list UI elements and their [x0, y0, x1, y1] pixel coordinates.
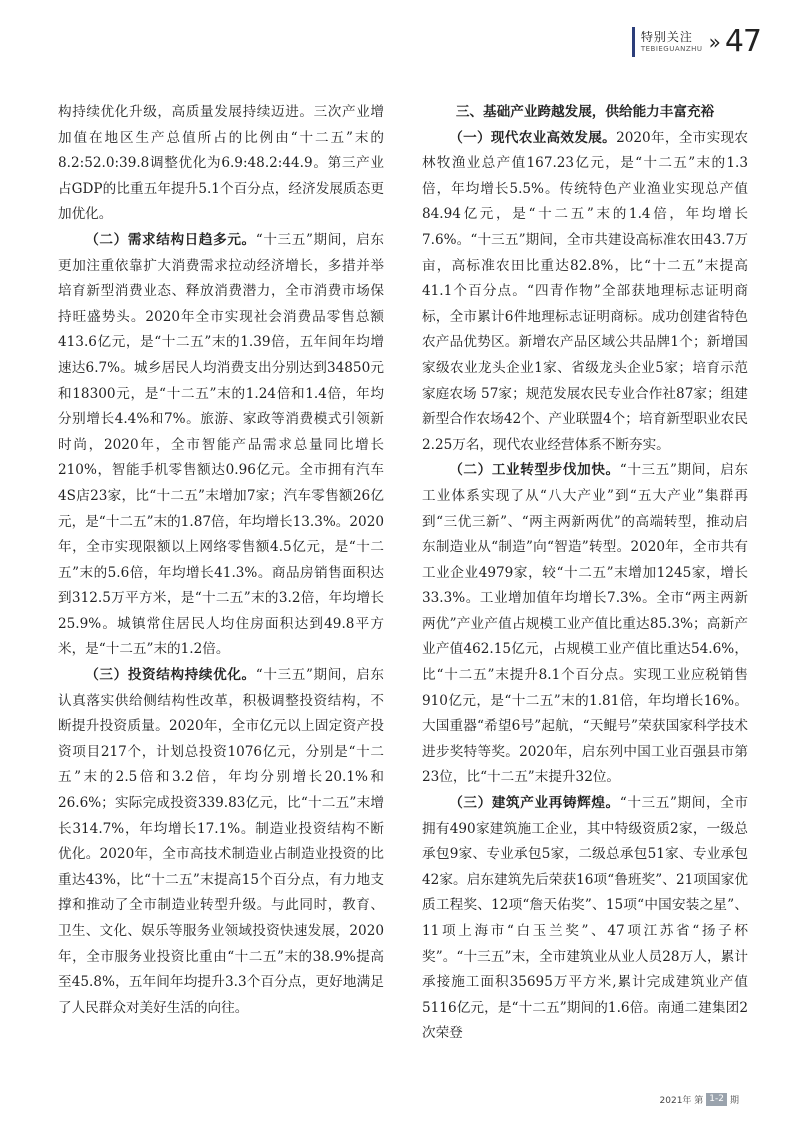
- page-footer: [660, 1093, 739, 1106]
- paragraph-body: “十三五”期间，启东工业体系实现了从“八大产业”到“五大产业”集群再到“三优三新”、“两主两新两优”的高端转型，推动启东制造业从“制造”向“智造”转型。2020年，全市共有工业企业4979家，较“十二五”末增加1245家，增长33.3%。工业增加值年均增长7.3%。全市“两主两新两优”产业产值占规模工业产值比重达85.3%；高新产业产值462.15亿元，占规模工业产值比重达54.6%，比“十二五”末提升8.1个百分点。实现工业应税销售910亿元，是“十二五”末的1.81倍，年均增长16%。大国重器“希望6号”起航，“天鲲号”荣获国家科学技术进步奖特等奖。2020年，启东列中国工业百强县市第23位，比“十二五”末提升32位。: [422, 462, 748, 786]
- subsection-heading: （一）现代农业高效发展。: [449, 129, 617, 146]
- footer-year: 2021年 第: [659, 1096, 704, 1106]
- subsection-heading: （三）建筑产业再铸辉煌。: [449, 795, 620, 812]
- right-column: [422, 100, 748, 1047]
- section-heading: 三、基础产业跨越发展，供给能力丰富充裕: [455, 104, 715, 120]
- left-column: [58, 100, 384, 1021]
- section-title-pinyin: TEBIEGUANZHU: [640, 45, 703, 53]
- paragraph: [422, 126, 748, 459]
- footer-suffix: 期: [729, 1096, 739, 1106]
- paragraph-body: “十三五”期间，启东认真落实供给侧结构性改革，积极调整投资结构，不断提升投资质量。2020年，全市亿元以上固定资产投资项目217个，计划总投资1076亿元，分别是“十二五”末的2.5倍和3.2倍，年均分别增长20.1%和26.6%；实际完成投资339.83亿元，比“十二五”末增长314.7%，年均增长17.1%。制造业投资结构不断优化。2020年，全市高技术制造业占制造业投资的比重达43%，比“十二五”末提高15个百分点，有力地支撑和推动了全市制造业转型升级。与此同时，教育、卫生、文化、娱乐等服务业领域投资快速发展，2020年，全市服务业投资比重由“十二五”末的38.9%提高至45.8%，五年间年均提升3.3个百分点，更好地满足了人民群众对美好生活的向往。: [58, 667, 384, 1016]
- paragraph: [422, 458, 748, 791]
- paragraph: 构持续优化升级，高质量发展持续迈进。三次产业增加值在地区生产总值所占的比例由“十二五”末的8.2:52.0:39.8调整优化为6.9:48.2:44.9。第三产业占GDP的比重五年提升5.1个百分点，经济发展质态更加优化。: [58, 104, 384, 223]
- page-header: [632, 25, 761, 59]
- paragraph-body: “十三五”期间，启东更加注重依靠扩大消费需求拉动经济增长，多措并举培育新型消费业态、释放消费潜力，全市消费市场保持旺盛势头。2020年全市实现社会消费品零售总额413.6亿元，是“十二五”末的1.39倍，五年间年均增速达6.7%。城乡居民人均消费支出分别达到34850元和18300元，是“十二五”末的1.24倍和1.4倍，年均分别增长4.4%和7%。旅游、家政等消费模式引领新时尚，2020年，全市智能产品需求总量同比增长210%，智能手机零售额达0.96亿元。全市拥有汽车4S店23家，比“十二五”末增加7家；汽车零售额26亿元，是“十二五”末的1.87倍，年均增长13.3%。2020年，全市实现限额以上网络零售额4.5亿元，是“十二五”末的5.6倍，年均增长41.3%。商品房销售面积达到312.5万平方米，是“十二五”末的3.2倍，年均增长25.9%。城镇常住居民人均住房面积达到49.8平方米，是“十二五”末的1.2倍。: [58, 231, 384, 658]
- section-title: 特别关注: [640, 30, 693, 44]
- subsection-heading: （二）工业转型步伐加快。: [449, 462, 620, 479]
- subsection-heading: （三）投资结构持续优化。: [85, 667, 256, 684]
- section-label: [641, 30, 703, 54]
- issue-badge: 1-2: [706, 1093, 727, 1106]
- paragraph: [422, 791, 748, 1047]
- page-number: 47: [724, 24, 761, 59]
- subsection-heading: （二）需求结构日趋多元。: [85, 231, 256, 248]
- paragraph-body: “十三五”期间，全市拥有490家建筑施工企业，其中特级资质2家，一级总承包9家、专业承包5家，二级总承包51家、专业承包42家。启东建筑先后荣获16项“鲁班奖”、21项国家优质工程奖、12项“詹天佑奖”、15项“中国安装之星”、11项上海市“白玉兰奖”、47项江苏省“扬子杯奖”。“十三五”末，全市建筑业从业人员28万人，累计承接施工面积35695万平方米,累计完成建筑业产值5116亿元，是“十二五”期间的1.6倍。南通二建集团2次荣登: [422, 795, 748, 1042]
- paragraph: [58, 663, 384, 1021]
- chevron-icon: »: [708, 30, 721, 54]
- paragraph-body: 2020年，全市实现农林牧渔业总产值167.23亿元，是“十二五”末的1.3倍，年均增长5.5%。传统特色产业渔业实现总产值84.94亿元，是“十二五”末的1.4倍，年均增长7.6%。“十三五”期间，全市共建设高标准农田43.7万亩，高标准农田比重达82.8%，比“十二五”末提高41.1个百分点。“四青作物”全部获地理标志证明商标，全市累计6件地理标志证明商标。成功创建省特色农产品优势区。新增农产品区域公共品牌1个；新增国家级农业龙头企业1家、省级龙头企业5家；培育示范家庭农场 57家；规范发展农民专业合作社87家；组建新型合作农场42个、产业联盟4个；培育新型职业农民2.25万名，现代农业经营体系不断夯实。: [422, 129, 748, 453]
- paragraph: [58, 228, 384, 663]
- header-accent-bar: [632, 27, 635, 57]
